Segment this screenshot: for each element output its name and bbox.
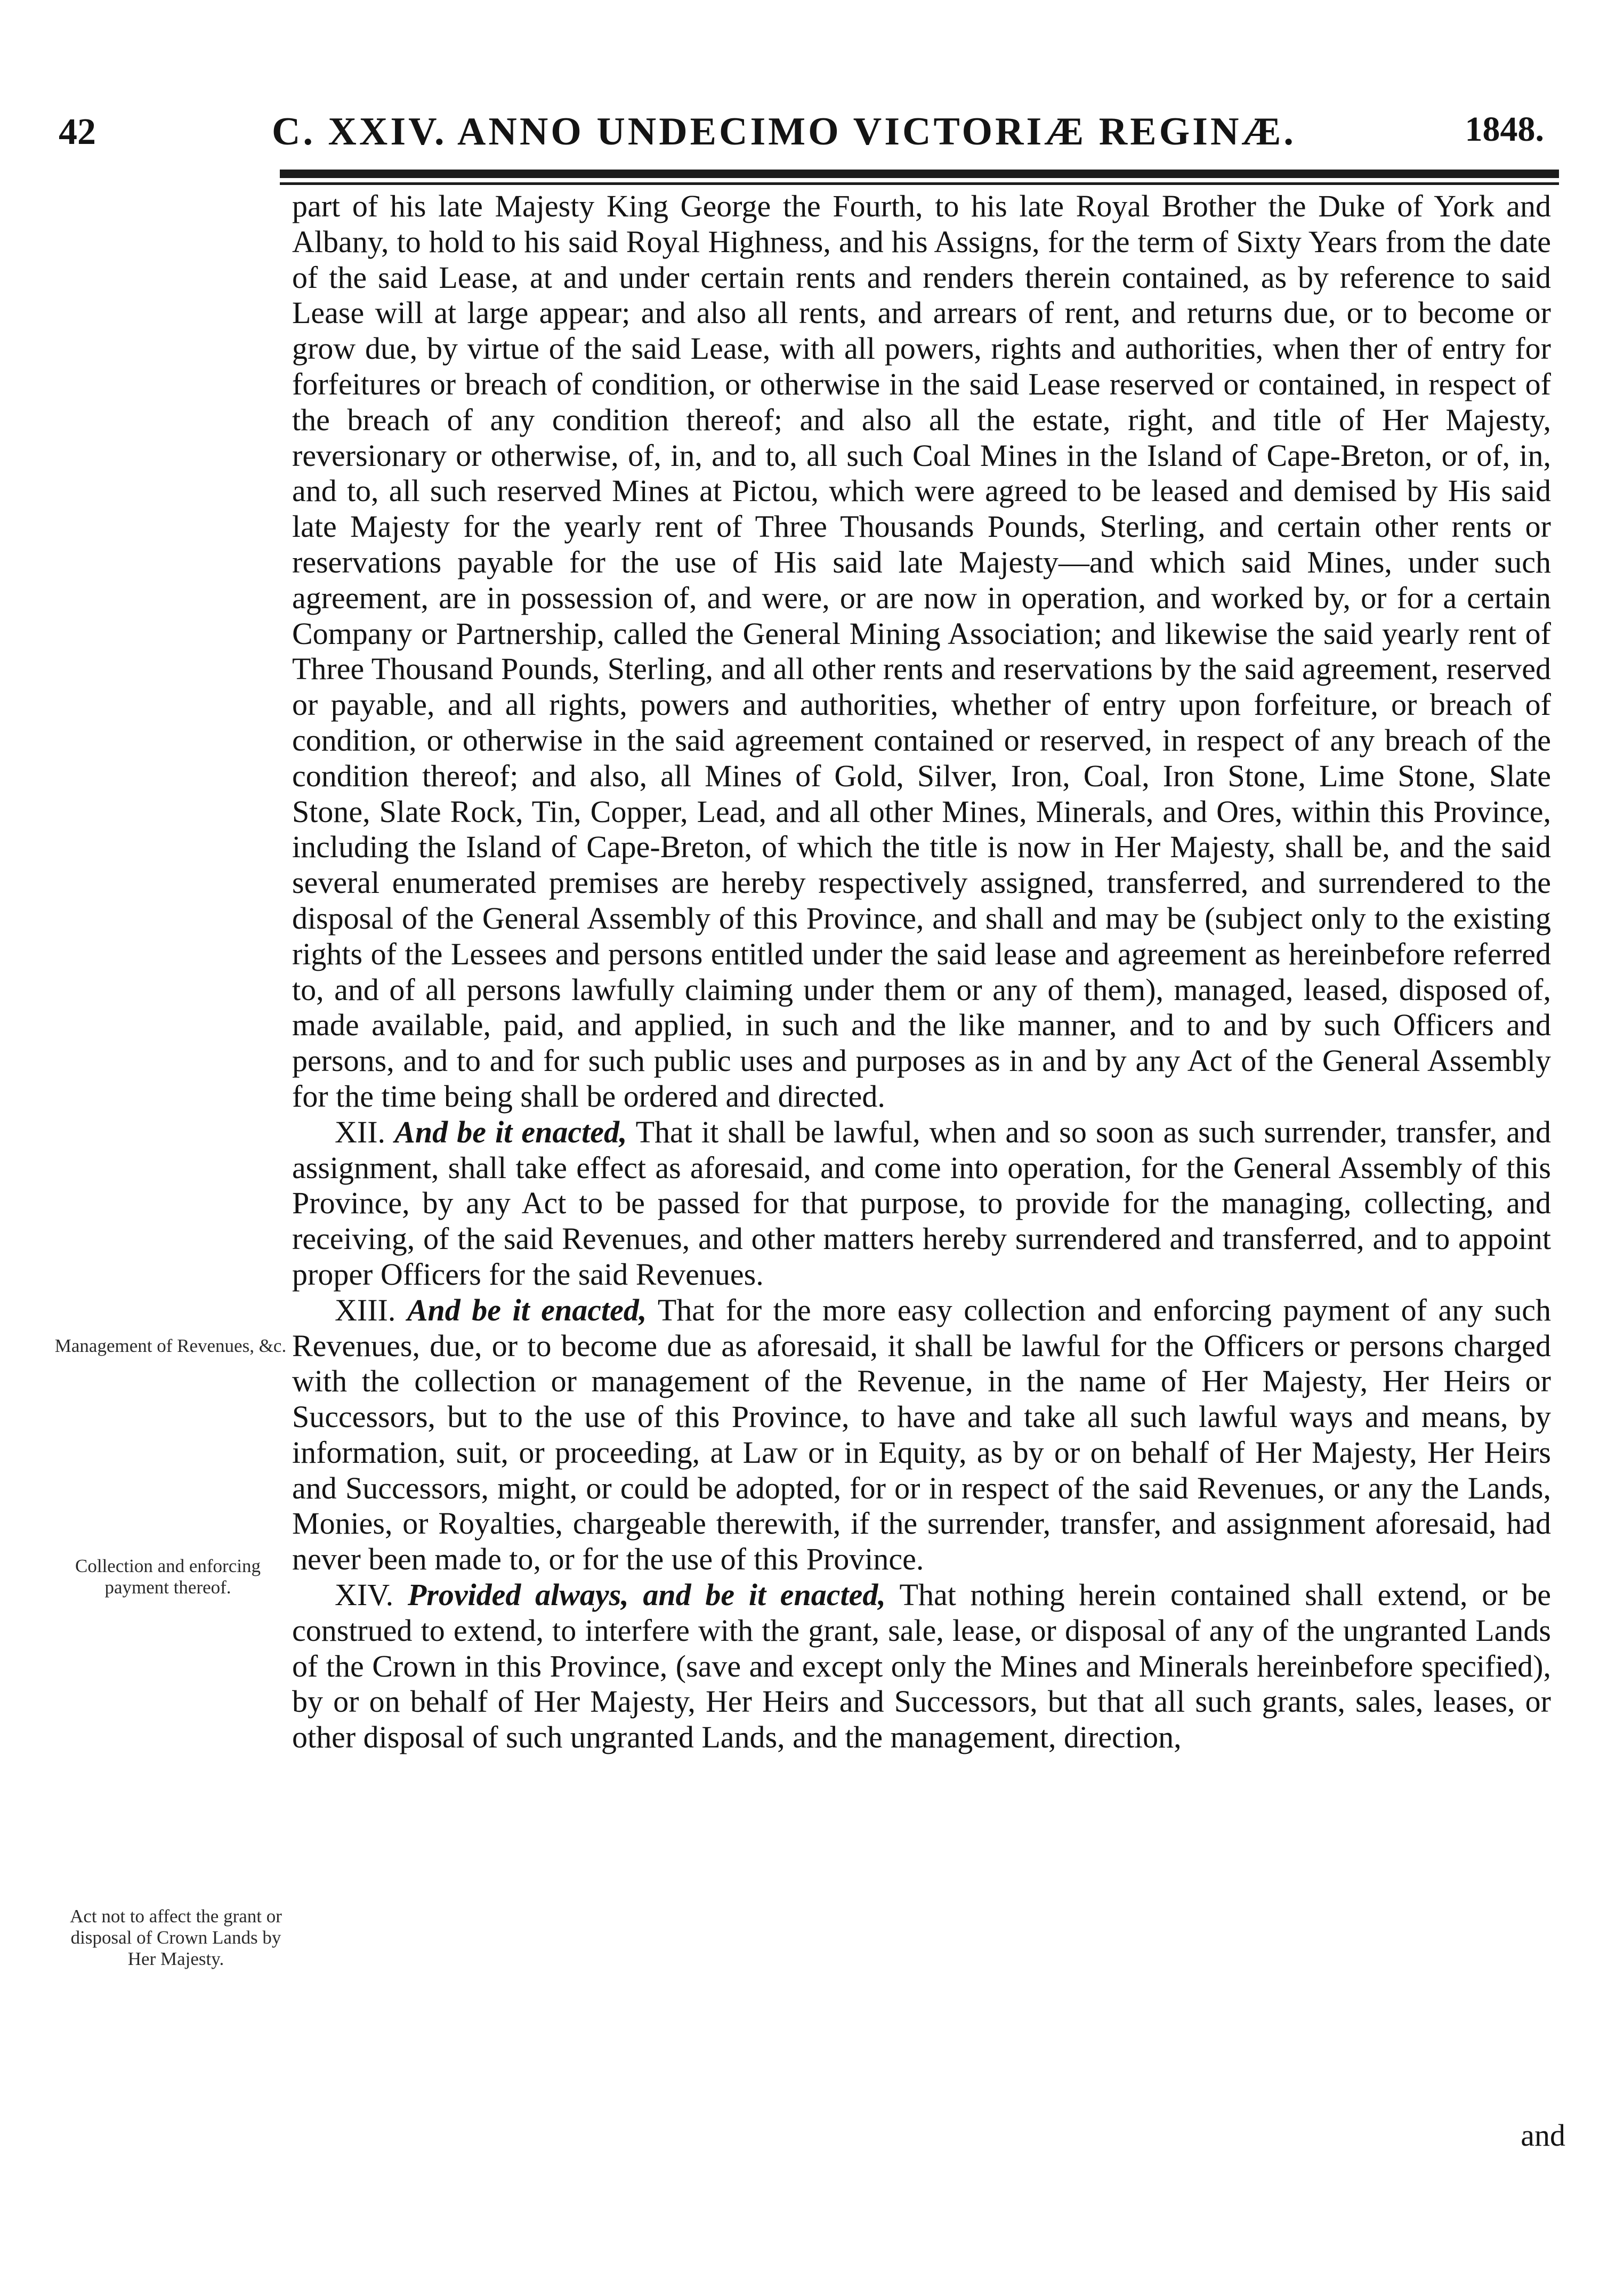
section-number: XII. [335, 1114, 386, 1149]
margin-note-crown-lands: Act not to affect the grant or disposal of Crown Lands by Her Majesty. [70, 1906, 282, 1969]
section-text: That for the more easy collection and enforcing payment of any such Revenues, due, or to become due as aforesaid, it shall be lawful for the Officers or persons charged with the collection or management of the Revenue, in the name of Her Majesty, Her Heirs or Successors, but to the use of this Province, to have and take all such lawful ways and means, by information, suit, or proceeding, at Law or in Equity, as by or on behalf of Her Majesty, Her Heirs and Successors, might, or could be adopted, for or in respect of the said Revenues, or any the Lands, Monies, or Royalties, chargeable therewith, if the surrender, transfer, and assignment aforesaid, had never been made to, or for the use of this Province. [292, 1292, 1552, 1577]
section-xiv [292, 1577, 1551, 1755]
enacting-clause: And be it enacted, [407, 1292, 647, 1327]
year: 1848. [1465, 110, 1544, 149]
body-text [292, 189, 1551, 1755]
section-text: That it shall be lawful, when and so soon as such surrender, transfer, and assignment, shall take effect as aforesaid, and come into operation, for the General Assembly of this Province, by any Act to be passed for that purpose, to provide for the managing, collecting, and receiving, of the said Revenues, and other matters hereby surrendered and transferred, and to appoint proper Officers for the said Revenues. [292, 1114, 1552, 1292]
header-title: C. XXIV. ANNO UNDECIMO VICTORIÆ REGINÆ. [272, 110, 1296, 154]
section-xiii [292, 1293, 1551, 1577]
header-rule-thick [280, 170, 1559, 178]
enacting-clause: And be it enacted, [394, 1114, 627, 1149]
header-rule-thin [280, 182, 1559, 185]
enacting-clause: Provided always, and be it enacted, [407, 1577, 886, 1613]
margin-note-collection: Collection and enforcing payment thereof. [75, 1556, 261, 1598]
page-number: 42 [59, 111, 96, 152]
section-number: XIV. [335, 1577, 394, 1613]
catchword: and [1521, 2118, 1565, 2153]
section-xii [292, 1115, 1551, 1293]
section-number: XIII. [335, 1292, 396, 1327]
section-text: That nothing herein contained shall extend, or be construed to extend, to interfere with the grant, sale, lease, or disposal of any of the ungranted Lands of the Crown in this Province, (save and except only the Mines and Minerals hereinbefore specified), by or on behalf of Her Majesty, Her Heirs and Successors, but that all such grants, sales, leases, or other disposal of such ungranted Lands, and the management, direction, [292, 1577, 1552, 1755]
continuation-paragraph: part of his late Majesty King George the Fourth, to his late Royal Brother the Duke of York and Albany, to hold to his said Royal Highness, and his Assigns, for the term of Sixty Years from the date of the said Lease, at and under certain rents and renders therein contained, as by reference to said Lease will at large appear; and also all rents, and arrears of rent, and returns due, or to become or grow due, by virtue of the said Lease, with all powers, rights and authorities, when ther of entry for forfeitures or breach of condition, or otherwise in the said Lease reserved or contained, in respect of the breach of any condition thereof; and also all the estate, right, and title of Her Majesty, reversionary or otherwise, of, in, and to, all such Coal Mines in the Island of Cape-Breton, or of, in, and to, all such reserved Mines at Pictou, which were agreed to be leased and demised by His said late Majesty for the yearly rent of Three Thousands Pounds, Sterling, and certain other rents or reservations payable for the use of His said late Majesty—and which said Mines, under such agreement, are in possession of, and were, or are now in operation, and worked by, or for a certain Company or Partnership, called the General Mining Association; and likewise the said yearly rent of Three Thousand Pounds, Sterling, and all other rents and reservations by the said agreement, reserved or payable, and all rights, powers and authorities, whether of entry upon forfeiture, or breach of condition, or otherwise in the said agreement contained or reserved, in respect of any breach of the condition thereof; and also, all Mines of Gold, Silver, Iron, Coal, Iron Stone, Lime Stone, Slate Stone, Slate Rock, Tin, Copper, Lead, and all other Mines, Minerals, and Ores, within this Province, including the Island of Cape-Breton, of which the title is now in Her Majesty, shall be, and the said several enumerated premises are hereby respectively assigned, transferred, and surrendered to the disposal of the General Assembly of this Province, and shall and may be (subject only to the existing rights of the Lessees and persons entitled under the said lease and agreement as hereinbefore referred to, and of all persons lawfully claiming under them or any of them), managed, leased, disposed of, made available, paid, and applied, in such and the like manner, and to and by such Officers and persons, and to and for such public uses and purposes as in and by any Act of the General Assembly for the time being shall be ordered and directed. [292, 189, 1551, 1114]
margin-note-management: Management of Revenues, &c. [54, 1335, 287, 1356]
